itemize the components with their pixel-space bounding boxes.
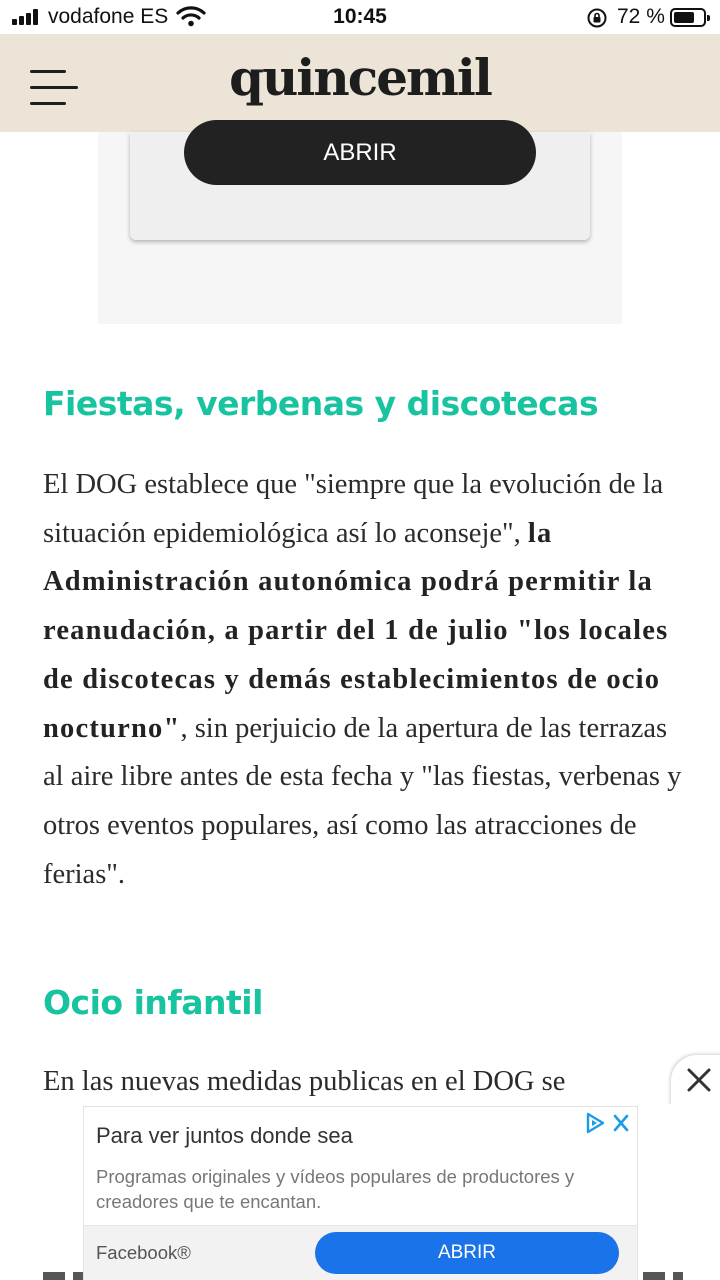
open-button[interactable]: ABRIR (184, 120, 536, 185)
rotation-lock-icon (586, 7, 608, 29)
clock: 10:45 (333, 5, 387, 28)
ad-close-button[interactable] (671, 1055, 720, 1107)
ad-title: Para ver juntos donde sea (96, 1123, 353, 1148)
paragraph-bold-text: la Administración autonómica podrá permitir la reanudación, a partir del 1 de julio "los locales de discotecas y demás establecimientos de ocio nocturno" (43, 517, 669, 744)
paragraph-text: El DOG establece que "siempre que la evolución de la situación epidemiológica así lo aconseje", (43, 469, 664, 549)
ad-source: Facebook® (96, 1242, 191, 1263)
close-icon (686, 1067, 712, 1093)
ad-open-button[interactable]: ABRIR (315, 1232, 619, 1274)
ad-footer (84, 1225, 637, 1280)
site-logo[interactable]: quincemil (229, 48, 491, 107)
section-heading: Ocio infantil (43, 983, 263, 1022)
ad-banner[interactable] (83, 1106, 638, 1280)
article-paragraph (43, 461, 683, 899)
battery-percent: 72 % (617, 5, 665, 28)
embedded-card (130, 132, 590, 240)
status-bar (0, 0, 720, 34)
ad-description: Programas originales y vídeos populares de productores y creadores que te encantan. (96, 1166, 575, 1212)
article-paragraph: En las nuevas medidas publicas en el DOG se (43, 1066, 566, 1097)
battery-icon (670, 8, 706, 27)
embedded-widget (98, 132, 622, 324)
ad-choices-icon[interactable] (585, 1112, 631, 1134)
carrier-name: vodafone ES (48, 5, 169, 28)
section-heading: Fiestas, verbenas y discotecas (43, 384, 599, 423)
paragraph-text: , sin perjuicio de la apertura de las terrazas al aire libre antes de esta fecha y "las fiestas, verbenas y otros eventos populares, así como las atracciones de ferias". (43, 712, 682, 890)
site-header (0, 34, 720, 132)
